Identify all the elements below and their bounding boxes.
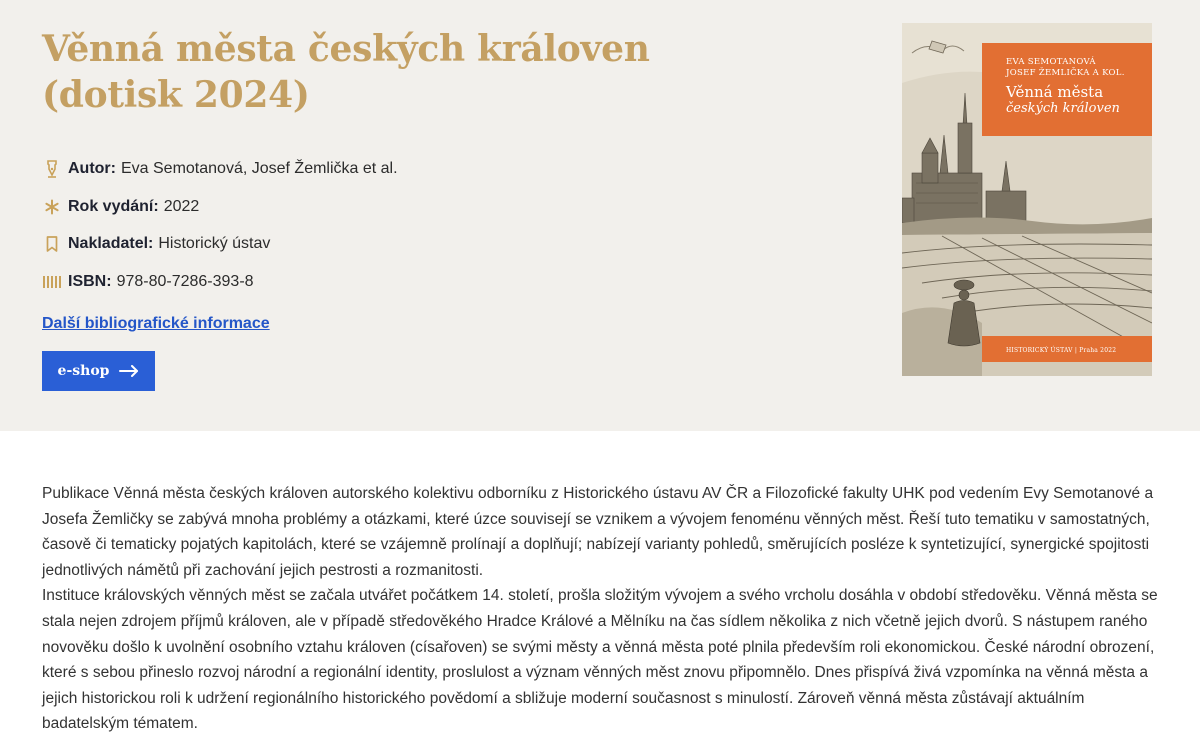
meta-publisher-value: Historický ústav	[158, 235, 271, 252]
meta-year-label: Rok vydání:	[68, 197, 159, 215]
eshop-button-label: e-shop	[57, 363, 110, 379]
meta-isbn-value: 978-80-7286-393-8	[116, 272, 254, 290]
meta-year	[42, 194, 398, 220]
cover-authors-line1: EVA SEMOTANOVÁ	[1006, 57, 1096, 67]
description-paragraph-2: Instituce královských věnných měst se začala utvářet počátkem 14. století, prošla složitým vývojem a svého vrcholu dosáhla v období středověku. Věnná města se stala nejen zdrojem příjmů královen, ale v případě středověkého Hradce Králové a Mělníku na čas sídlem několika z nich včetně jejich dvorů. S nástupem raného novověku došlo k uvolnění osobního vztahu královen (císařoven) se svými městy a věnná města poté plnila především roli ekonomickou. České národní obrození, které s sebou přineslo rozvoj národní a regionální identity, proslulost a význam věnných měst znovu připomnělo. Dnes přispívá živá vzpomínka na věnná města a jejich historickou roli k udržení regionálního historického povědomí a sbližuje moderní současnost s minulostí. Zároveň věnná města zůstávají aktuálním badatelským tématem.	[42, 587, 1158, 733]
book-metadata-list	[42, 156, 398, 306]
asterisk-icon	[42, 197, 62, 217]
book-title-line2: (dotisk 2024)	[42, 74, 310, 116]
meta-publisher-label: Nakladatel:	[68, 235, 154, 252]
pen-nib-icon	[42, 159, 62, 179]
arrow-right-icon	[119, 365, 139, 377]
bookmark-icon	[42, 234, 62, 254]
description-paragraph-1: Publikace Věnná města českých královen autorského kolektivu odborníku z Historického ústavu AV ČR a Filozofické fakulty UHK pod vedením Evy Semotanové a Josefa Žemličky se zabývá mnoha problémy a otázkami, které úzce souvisejí se vznikem a vývojem fenoménu věnných měst. Řeší tuto tematiku v samostatných, časově či tematicky pojatých kapitolách, které se vzájemně prolínají a doplňují; nabízejí varianty pohledů, směrujících posléze k syntetizující, synergické spojitosti jednotlivých námětů při zachování jejich pestrosti a rozmanitosti.	[42, 485, 1154, 579]
book-description	[42, 481, 1158, 737]
eshop-button[interactable]	[42, 351, 155, 391]
cover-title-line1: Věnná města	[1006, 83, 1104, 101]
cover-publisher-bar: HISTORICKÝ ÚSTAV | Praha 2022	[982, 336, 1152, 362]
meta-publisher	[42, 231, 398, 257]
meta-isbn	[42, 269, 398, 295]
cover-authors-line2: JOSEF ŽEMLIČKA A KOL.	[1006, 68, 1125, 78]
more-bibliographic-info-link[interactable]: Další bibliografické informace	[42, 315, 270, 332]
cover-title-line2: českých královen	[1006, 101, 1120, 116]
book-title-line1: Věnná města českých královen	[42, 28, 650, 70]
book-title	[42, 26, 662, 118]
meta-author-value: Eva Semotanová, Josef Žemlička et al.	[120, 160, 398, 177]
book-cover-image	[902, 23, 1152, 376]
meta-author-label: Autor:	[68, 160, 116, 177]
meta-isbn-label: ISBN:	[68, 272, 112, 290]
barcode-icon	[42, 272, 62, 292]
cover-title-panel	[982, 43, 1152, 136]
meta-year-value: 2022	[163, 197, 200, 215]
meta-author	[42, 156, 398, 182]
